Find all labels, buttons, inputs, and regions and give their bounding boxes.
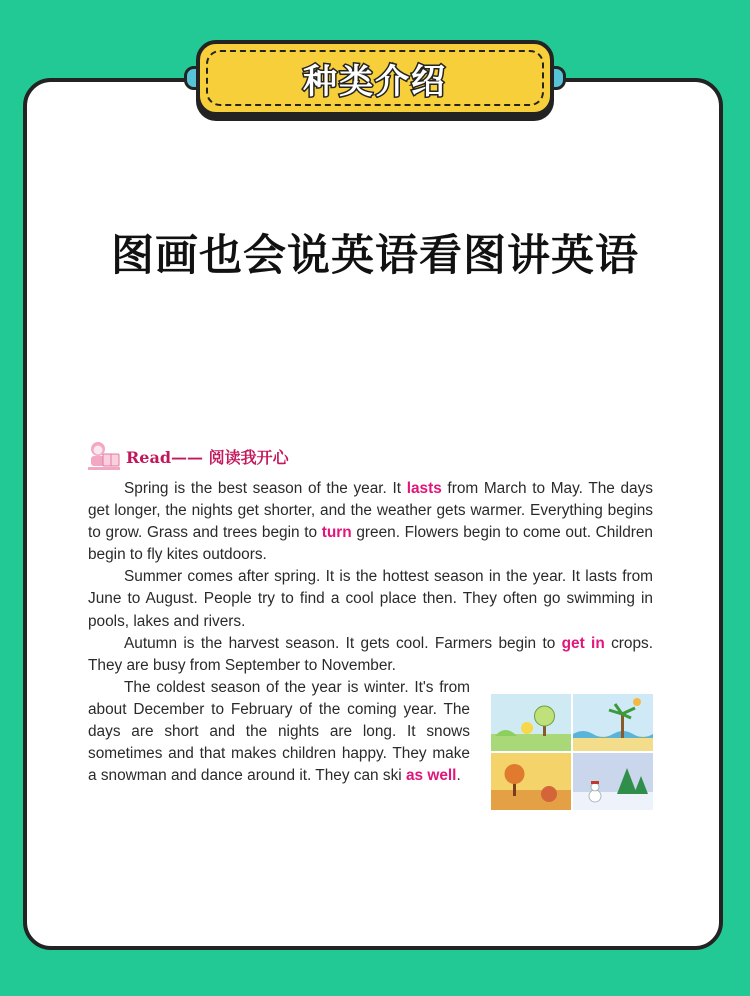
winter-panel <box>573 753 653 810</box>
paragraph-spring <box>88 478 653 566</box>
book-page-image <box>86 438 656 818</box>
tab-dashed-border <box>206 50 544 106</box>
text-run: Summer comes after spring. It is the hottest season in the year. It lasts from June to August. People try to find a cool place then. They often go swimming in pools, lakes and rivers. <box>88 568 653 630</box>
text-run: . <box>456 767 461 785</box>
read-section-title: Read—— 阅读我开心 <box>126 447 289 467</box>
summer-panel <box>573 694 653 751</box>
category-tab <box>184 40 566 120</box>
paragraph-autumn <box>88 633 653 677</box>
text-run: Autumn is the harvest season. It gets cool. Farmers begin to <box>124 634 562 652</box>
text-run: green. Flowers begin to come out. Children begin to fly kites outdoors. <box>88 524 653 564</box>
page-headline: 图画也会说英语看图讲英语 <box>111 231 639 281</box>
text-run: crops. They are busy from September to November. <box>88 634 653 674</box>
reading-girl-icon <box>86 439 122 473</box>
highlight-word: as well <box>405 767 457 785</box>
highlight-word: lasts <box>406 480 442 497</box>
text-run: The coldest season of the year is winter. It's from about December to February of the coming year. The days are short and the nights are long. It snows sometimes and that makes children happy. They make a snowman and dance around it. They can ski <box>88 678 470 785</box>
autumn-panel <box>491 753 571 810</box>
read-section-header <box>86 438 289 474</box>
text-run: Spring is the best season of the year. It <box>124 480 407 497</box>
spring-panel <box>491 694 571 751</box>
tab-badge <box>196 40 554 116</box>
highlight-word: turn <box>321 524 352 542</box>
highlight-word: get in <box>561 634 605 652</box>
tab-label: 种类介绍 <box>303 61 447 102</box>
paragraph-winter <box>88 677 470 787</box>
text-run: from March to May. The days get longer, the nights get shorter, and the weather gets warmer. Everything begins to grow. Grass and trees begin to <box>88 480 653 542</box>
paragraph-summer <box>88 566 653 632</box>
four-seasons-illustration <box>491 694 653 810</box>
